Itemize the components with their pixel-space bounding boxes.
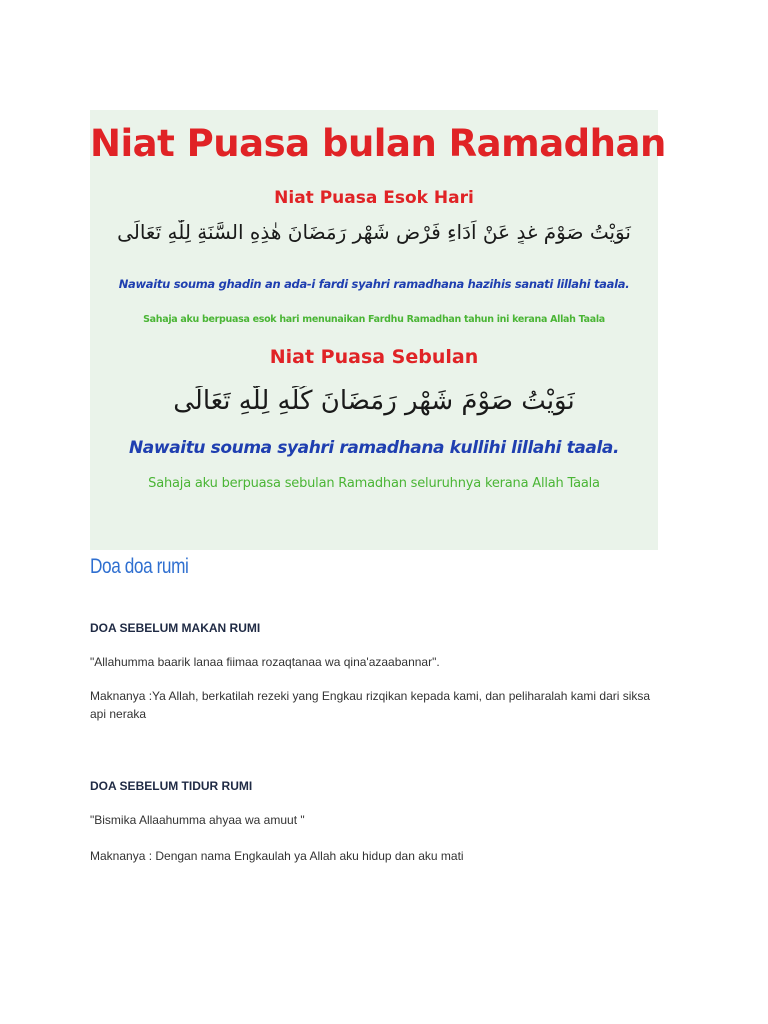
section1-meaning: Sahaja aku berpuasa esok hari menunaikan Fardhu Ramadhan tahun ini kerana Allah Taala <box>143 314 605 325</box>
section1-arabic: نَوَيْتُ صَوْمَ غدٍ عَنْ اَدَاءِ فَرْضِ شَهْرِ رَمَضَانَ هٰذِهِ السَّنَةِ لِلّٰهِ تَعَالَى <box>117 220 631 244</box>
doa1-meaning-line1: Maknanya :Ya Allah, berkatilah rezeki yang Engkau rizqikan kepada kami, dan peliharalah kami dari siksa <box>90 689 651 703</box>
doa1-meaning-line2: api neraka <box>90 707 147 721</box>
section2-arabic: نَوَيْتُ صَوْمَ شَهْرِ رَمَضَانَ كُلِّهِ لِلّٰهِ تَعَالَى <box>173 386 575 416</box>
section2-title: Niat Puasa Sebulan <box>269 346 479 368</box>
doa2-title: DOA SEBELUM TIDUR RUMI <box>90 779 253 793</box>
doa1-text: "Allahumma baarik lanaa fiimaa rozaqtanaa wa qina'azaabannar". <box>90 655 440 669</box>
doa1-title: DOA SEBELUM MAKAN RUMI <box>90 621 261 635</box>
section2-rumi: Nawaitu souma syahri ramadhana kullihi lillahi taala. <box>128 438 620 458</box>
section1-rumi: Nawaitu souma ghadin an ada-i fardi syahri ramadhana hazihis sanati lillahi taala. <box>118 277 630 291</box>
doa2-text: "Bismika Allaahumma ahyaa wa amuut " <box>90 813 305 827</box>
section2-meaning: Sahaja aku berpuasa sebulan Ramadhan seluruhnya kerana Allah Taala <box>148 476 600 491</box>
doa2-meaning: Maknanya : Dengan nama Engkaulah ya Allah aku hidup dan aku mati <box>90 849 464 863</box>
image-title: Niat Puasa bulan Ramadhan <box>90 122 666 165</box>
niat-puasa-image <box>90 110 666 550</box>
article-heading: Doa doa rumi <box>90 555 189 578</box>
section1-title: Niat Puasa Esok Hari <box>274 188 474 208</box>
